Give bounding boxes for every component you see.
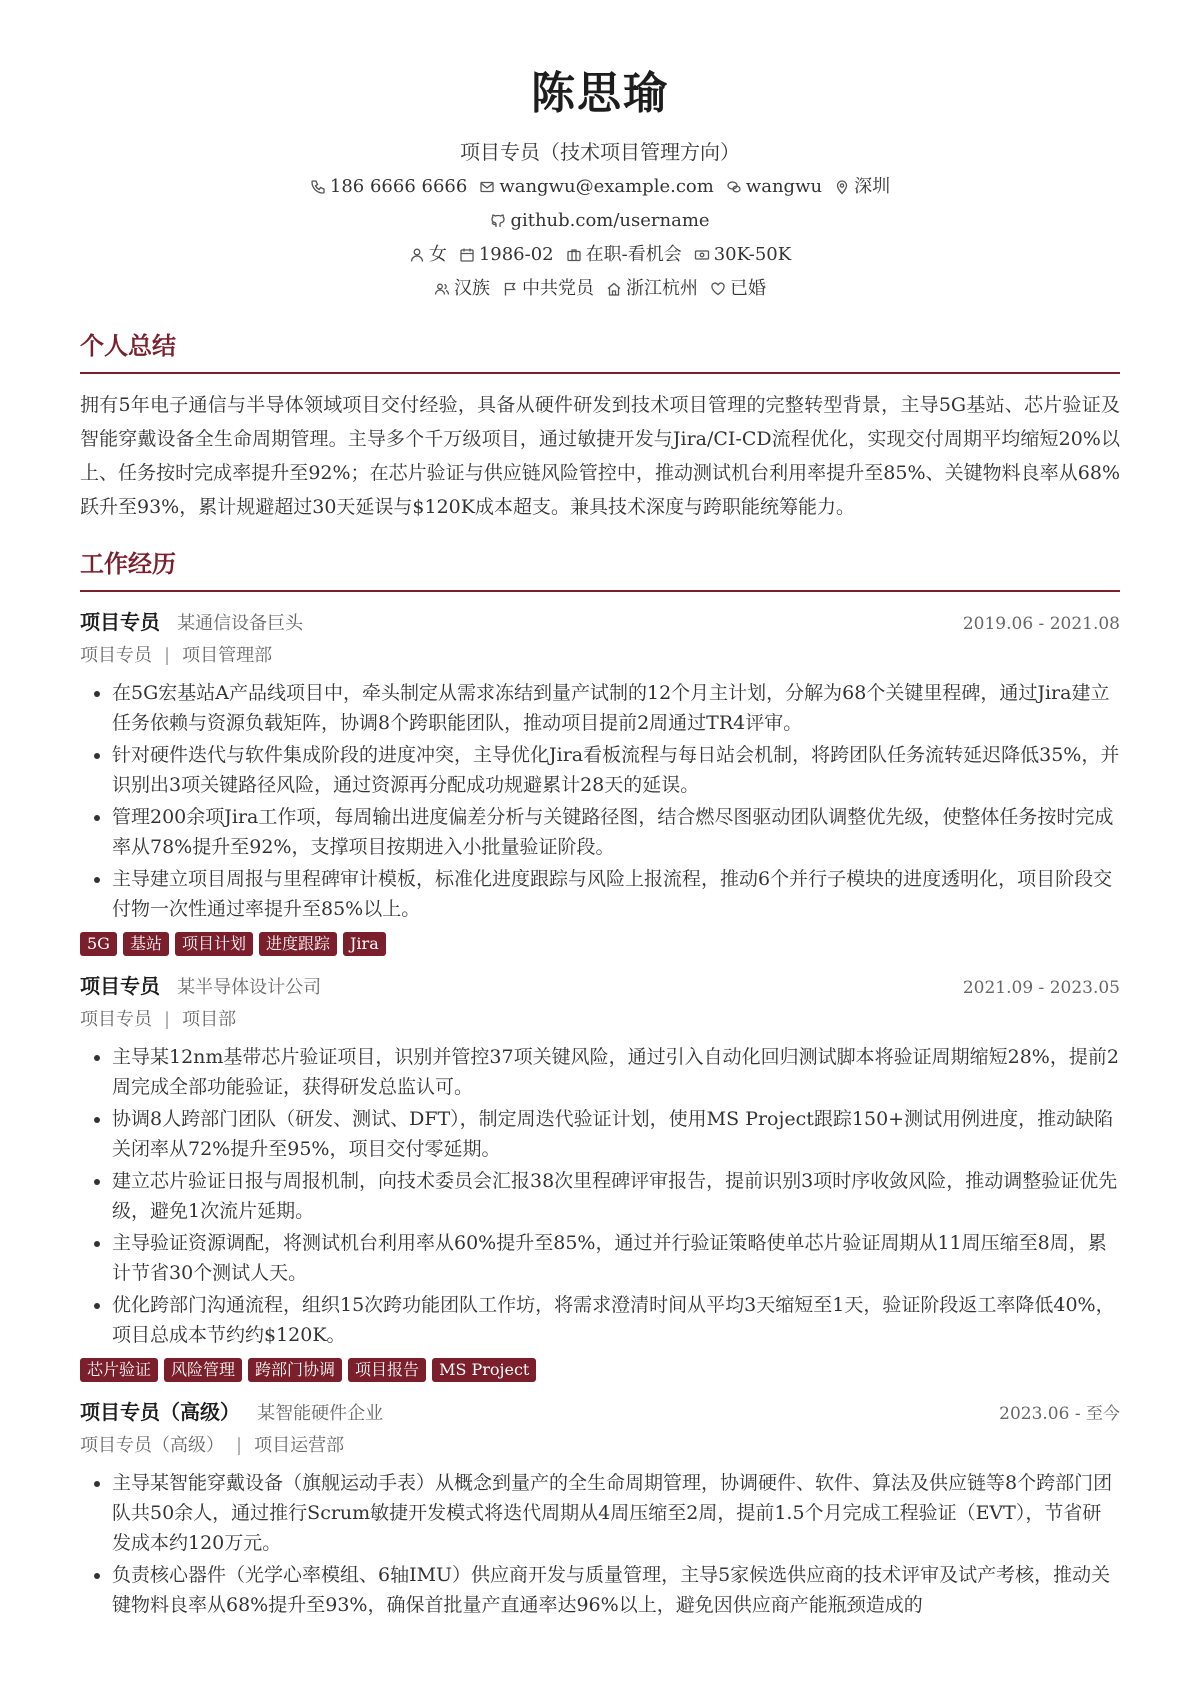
job-bullets <box>80 1468 1120 1620</box>
skill-tag: 基站 <box>123 932 169 956</box>
job-title-group <box>80 608 303 638</box>
job-role-line <box>80 642 1120 670</box>
skill-tag: 项目计划 <box>175 932 253 956</box>
resume-header <box>80 0 1120 302</box>
job-dept: 项目运营部 <box>254 1435 345 1456</box>
birth-text: 1986-02 <box>478 244 554 265</box>
job-company: 某半导体设计公司 <box>177 977 322 998</box>
personal-row <box>80 276 1120 302</box>
political-text: 中共党员 <box>522 278 594 299</box>
job-bullet: • 针对硬件迭代与软件集成阶段的进度冲突，主导优化Jira看板流程与每日站会机制，将跨团队任务流转延迟降低35%，并识别出3项关键路径风险，通过资源再分配成功规避累计28天的延误。 <box>112 740 1120 800</box>
job-entry <box>80 1398 1120 1620</box>
job-date: 2023.06 - 至今 <box>999 1404 1120 1424</box>
skill-tag: MS Project <box>432 1358 536 1382</box>
skill-tag: 风险管理 <box>164 1358 242 1382</box>
phone-item[interactable] <box>310 174 467 200</box>
gender-text: 女 <box>428 244 447 265</box>
wechat-icon <box>726 179 742 195</box>
job-header <box>80 1398 1120 1428</box>
job-role: 项目专员 <box>80 645 152 666</box>
job-entry <box>80 972 1120 1382</box>
summary-section <box>80 330 1120 524</box>
ethnicity-text: 汉族 <box>454 278 490 299</box>
github-row <box>80 208 1120 234</box>
summary-text: 拥有5年电子通信与半导体领域项目交付经验，具备从硬件研发到技术项目管理的完整转型背景，主导5G基站、芯片验证及智能穿戴设备全生命周期管理。主导多个千万级项目，通过敏捷开发与Jira/CI-CD流程优化，实现交付周期平均缩短20%以上、任务按时完成率提升至92%；在芯片验证与供应链风险管控中，推动测试机台利用率提升至85%、关键物料良率从68%跃升至93%，累计规避超过30天延误与$120K成本超支。兼具技术深度与跨职能统筹能力。 <box>80 394 1120 518</box>
user-icon <box>409 247 425 263</box>
phone-icon <box>310 179 326 195</box>
skill-tags <box>80 932 1120 956</box>
calendar-icon <box>459 247 475 263</box>
email-text: wangwu@example.com <box>499 176 714 197</box>
job-bullet: • 建立芯片验证日报与周报机制，向技术委员会汇报38次里程碑评审报告，提前识别3项时序收敛风险，推动调整验证优先级，避免1次流片延期。 <box>112 1166 1120 1226</box>
section-title-experience: 工作经历 <box>80 548 1120 592</box>
marital-text: 已婚 <box>730 278 766 299</box>
wechat-item[interactable] <box>726 174 822 200</box>
candidate-name: 陈思瑜 <box>531 68 669 119</box>
skill-tag: Jira <box>343 932 386 956</box>
wechat-text: wangwu <box>745 176 823 197</box>
job-role-line <box>80 1432 1120 1460</box>
skill-tags <box>80 1358 1120 1382</box>
mail-icon <box>479 179 495 195</box>
skill-tag: 进度跟踪 <box>259 932 337 956</box>
briefcase-icon <box>566 247 582 263</box>
job-title: 项目专员 <box>80 974 160 998</box>
job-title-group <box>80 1398 383 1428</box>
hometown-text: 浙江杭州 <box>626 278 698 299</box>
job-header <box>80 972 1120 1002</box>
job-role-line <box>80 1006 1120 1034</box>
job-bullet: • 主导某12nm基带芯片验证项目，识别并管控37项关键风险，通过引入自动化回归测试脚本将验证周期缩短28%，提前2周完成全部功能验证，获得研发总监认可。 <box>112 1042 1120 1102</box>
job-dept: 项目部 <box>182 1009 237 1030</box>
job-bullet: • 在5G宏基站A产品线项目中，牵头制定从需求冻结到量产试制的12个月主计划，分解为68个关键里程碑，通过Jira建立任务依赖与资源负载矩阵，协调8个跨职能团队，推动项目提前2周通过TR4评审。 <box>112 678 1120 738</box>
job-header <box>80 608 1120 638</box>
skill-tag: 跨部门协调 <box>248 1358 342 1382</box>
hometown-item <box>606 276 698 302</box>
political-item <box>502 276 594 302</box>
job-company: 某智能硬件企业 <box>257 1403 384 1424</box>
job-role: 项目专员（高级） <box>80 1435 224 1456</box>
job-bullet: • 管理200余项Jira工作项，每周输出进度偏差分析与关键路径图，结合燃尽图驱动团队调整优先级，使整体任务按时完成率从78%提升至92%，支撑项目按期进入小批量验证阶段。 <box>112 802 1120 862</box>
skill-tag: 芯片验证 <box>80 1358 158 1382</box>
heart-icon <box>710 281 726 297</box>
job-role: 项目专员 <box>80 1009 152 1030</box>
job-date: 2019.06 - 2021.08 <box>962 614 1120 634</box>
job-title: 项目专员（高级） <box>80 1400 240 1424</box>
job-bullets <box>80 1042 1120 1350</box>
contact-row <box>80 174 1120 200</box>
birth-item <box>459 242 554 268</box>
people-icon <box>434 281 450 297</box>
location-icon <box>834 179 850 195</box>
job-bullet: • 优化跨部门沟通流程，组织15次跨功能团队工作坊，将需求澄清时间从平均3天缩短至1天，验证阶段返工率降低40%，项目总成本节约约$120K。 <box>112 1290 1120 1350</box>
home-icon <box>606 281 622 297</box>
separator: | <box>236 1435 243 1456</box>
job-bullet: • 协调8人跨部门团队（研发、测试、DFT），制定周迭代验证计划，使用MS Project跟踪150+测试用例进度，推动缺陷关闭率从72%提升至95%，项目交付零延期。 <box>112 1104 1120 1164</box>
phone-text: 186 6666 6666 <box>329 176 468 197</box>
separator: | <box>164 1009 171 1030</box>
github-text: github.com/username <box>510 210 710 231</box>
job-title-group <box>80 972 321 1002</box>
job-bullet: • 主导某智能穿戴设备（旗舰运动手表）从概念到量产的全生命周期管理，协调硬件、软件、算法及供应链等8个跨部门团队共50余人，通过推行Scrum敏捷开发模式将迭代周期从4周压缩至2周，提前1.5个月完成工程验证（EVT），节省研发成本约120万元。 <box>112 1468 1120 1558</box>
money-icon <box>694 247 710 263</box>
job-date: 2021.09 - 2023.05 <box>962 978 1120 998</box>
job-entry <box>80 608 1120 956</box>
salary-text: 30K-50K <box>713 244 792 265</box>
details-row <box>80 242 1120 268</box>
job-bullet: • 主导建立项目周报与里程碑审计模板，标准化进度跟踪与风险上报流程，推动6个并行子模块的进度透明化，项目阶段交付物一次性通过率提升至85%以上。 <box>112 864 1120 924</box>
job-title: 项目专员 <box>80 610 160 634</box>
status-item <box>566 242 682 268</box>
location-item <box>834 174 890 200</box>
job-bullets <box>80 678 1120 924</box>
job-dept: 项目管理部 <box>182 645 273 666</box>
github-icon <box>490 213 506 229</box>
job-bullet: • 负责核心器件（光学心率模组、6轴IMU）供应商开发与质量管理，主导5家候选供应商的技术评审及试产考核，推动关键物料良率从68%提升至93%，确保首批量产直通率达96%以上，避免因供应商产能瓶颈造成的 <box>112 1560 1120 1620</box>
separator: | <box>164 645 171 666</box>
section-title-summary: 个人总结 <box>80 330 1120 374</box>
job-bullet: • 主导验证资源调配，将测试机台利用率从60%提升至85%，通过并行验证策略使单芯片验证周期从11周压缩至8周，累计节省30个测试人天。 <box>112 1228 1120 1288</box>
gender-item <box>409 242 447 268</box>
flag-icon <box>502 281 518 297</box>
skill-tag: 项目报告 <box>348 1358 426 1382</box>
experience-section <box>80 548 1120 1620</box>
skill-tag: 5G <box>80 932 117 956</box>
job-headline: 项目专员（技术项目管理方向） <box>460 140 740 164</box>
location-text: 深圳 <box>854 176 891 197</box>
github-item[interactable] <box>490 208 709 234</box>
job-company: 某通信设备巨头 <box>177 613 304 634</box>
marital-item <box>710 276 766 302</box>
status-text: 在职-看机会 <box>585 244 682 265</box>
salary-item <box>694 242 791 268</box>
email-item[interactable] <box>479 174 714 200</box>
ethnicity-item <box>434 276 490 302</box>
